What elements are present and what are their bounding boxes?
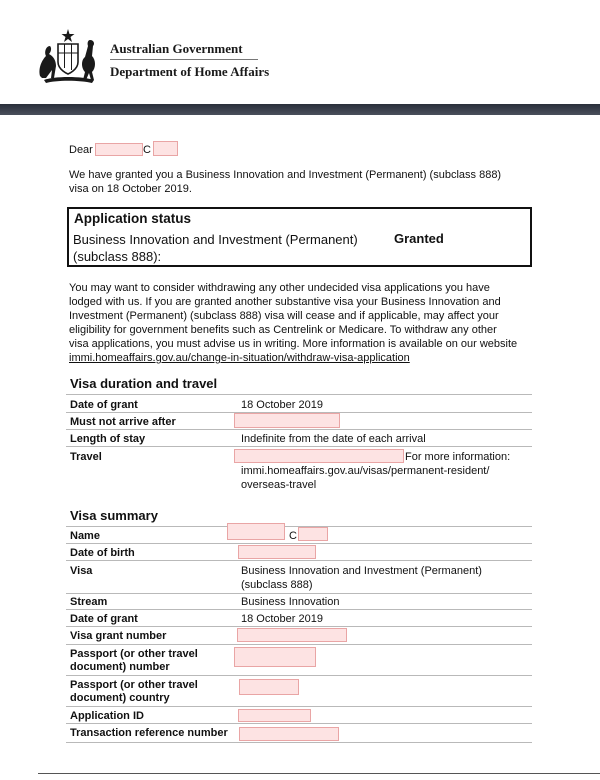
advice-line-4: eligibility for government benefits such as Centrelink or Medicare. To withdraw any other [69, 324, 497, 336]
header-band [0, 104, 600, 115]
advice-line-2: lodged with us. If you are granted another substantive visa your Business Innovation and [69, 296, 501, 308]
summary-section-title: Visa summary [70, 508, 158, 523]
withdraw-application-link[interactable]: immi.homeaffairs.gov.au/change-in-situation/withdraw-visa-application [69, 352, 410, 364]
visa-grant-number-label: Visa grant number [70, 630, 167, 642]
redacted-family-name [298, 527, 328, 541]
intro-line-1: We have granted you a Business Innovation and Investment (Permanent) (subclass 888) [69, 169, 502, 181]
advice-line-5: visa applications, you must advise us in writing. More information is available on our website [69, 338, 518, 350]
visa-value-line-2: (subclass 888) [241, 579, 313, 591]
passport-number-label-line-2: document) number [70, 661, 170, 673]
footer-divider [38, 773, 600, 774]
name-initial: C [289, 530, 297, 542]
redacted-transaction-reference [239, 727, 339, 741]
date-of-grant-value: 18 October 2019 [241, 399, 323, 411]
status-visa-name: Business Innovation and Investment (Permanent) (subclass 888): [73, 232, 358, 264]
divider [66, 706, 532, 707]
divider [66, 593, 532, 594]
travel-link-line-2: overseas-travel [241, 479, 317, 491]
length-of-stay-value: Indefinite from the date of each arrival [241, 433, 426, 445]
department-name: Department of Home Affairs [110, 64, 270, 79]
redacted-must-not-arrive [234, 413, 340, 428]
stream-value: Business Innovation [241, 596, 340, 608]
salutation-initial: C [143, 144, 151, 156]
stream-label: Stream [70, 596, 108, 608]
divider [66, 543, 532, 544]
divider [66, 644, 532, 645]
divider [66, 675, 532, 676]
government-name: Australian Government [110, 41, 243, 56]
salutation: Dear [69, 144, 93, 156]
duration-section-title: Visa duration and travel [70, 376, 218, 391]
divider [66, 429, 532, 430]
date-of-birth-label: Date of birth [70, 547, 135, 559]
application-id-label: Application ID [70, 710, 144, 722]
advice-line-1: You may want to consider withdrawing any other undecided visa applications you have [69, 282, 490, 294]
header-divider [110, 59, 258, 60]
transaction-reference-label: Transaction reference number [70, 727, 228, 739]
divider [66, 394, 532, 395]
redacted-visa-grant-number [237, 628, 347, 642]
letterhead [0, 0, 600, 104]
redacted-travel [234, 449, 404, 463]
must-not-arrive-label: Must not arrive after [70, 416, 176, 428]
name-label: Name [70, 530, 100, 542]
redacted-given-name [95, 143, 143, 156]
divider [66, 723, 532, 724]
status-badge: Granted [394, 231, 444, 246]
passport-country-label-line-2: document) country [70, 692, 170, 704]
status-title: Application status [74, 211, 192, 226]
travel-link-line-1: immi.homeaffairs.gov.au/visas/permanent-resident/ [241, 465, 490, 477]
redacted-passport-number [234, 647, 316, 667]
passport-number-label-line-1: Passport (or other travel [70, 648, 198, 660]
divider [66, 560, 532, 561]
length-of-stay-label: Length of stay [70, 433, 146, 445]
visa-value-line-1: Business Innovation and Investment (Permanent) [241, 565, 482, 577]
visa-label: Visa [70, 565, 93, 577]
withdrawal-advice [69, 281, 539, 365]
redacted-date-of-birth [238, 545, 316, 559]
divider [66, 626, 532, 627]
intro-line-2: visa on 18 October 2019. [69, 183, 192, 195]
redacted-given-name [227, 523, 285, 540]
grant-date-label: Date of grant [70, 613, 138, 625]
travel-label: Travel [70, 451, 102, 463]
divider [66, 446, 532, 447]
divider [66, 609, 532, 610]
passport-country-label-line-1: Passport (or other travel [70, 679, 198, 691]
redacted-application-id [238, 709, 311, 722]
date-of-grant-label: Date of grant [70, 399, 138, 411]
travel-more-info: For more information: [405, 451, 511, 463]
grant-date-value: 18 October 2019 [241, 613, 323, 625]
divider [66, 742, 532, 743]
redacted-passport-country [239, 679, 299, 695]
redacted-family-name [153, 141, 178, 156]
application-status-box [67, 207, 532, 267]
coat-of-arms-icon [34, 26, 102, 84]
advice-line-3: Investment (Permanent) (subclass 888) visa will cease and if applicable, may affect your [69, 310, 499, 322]
